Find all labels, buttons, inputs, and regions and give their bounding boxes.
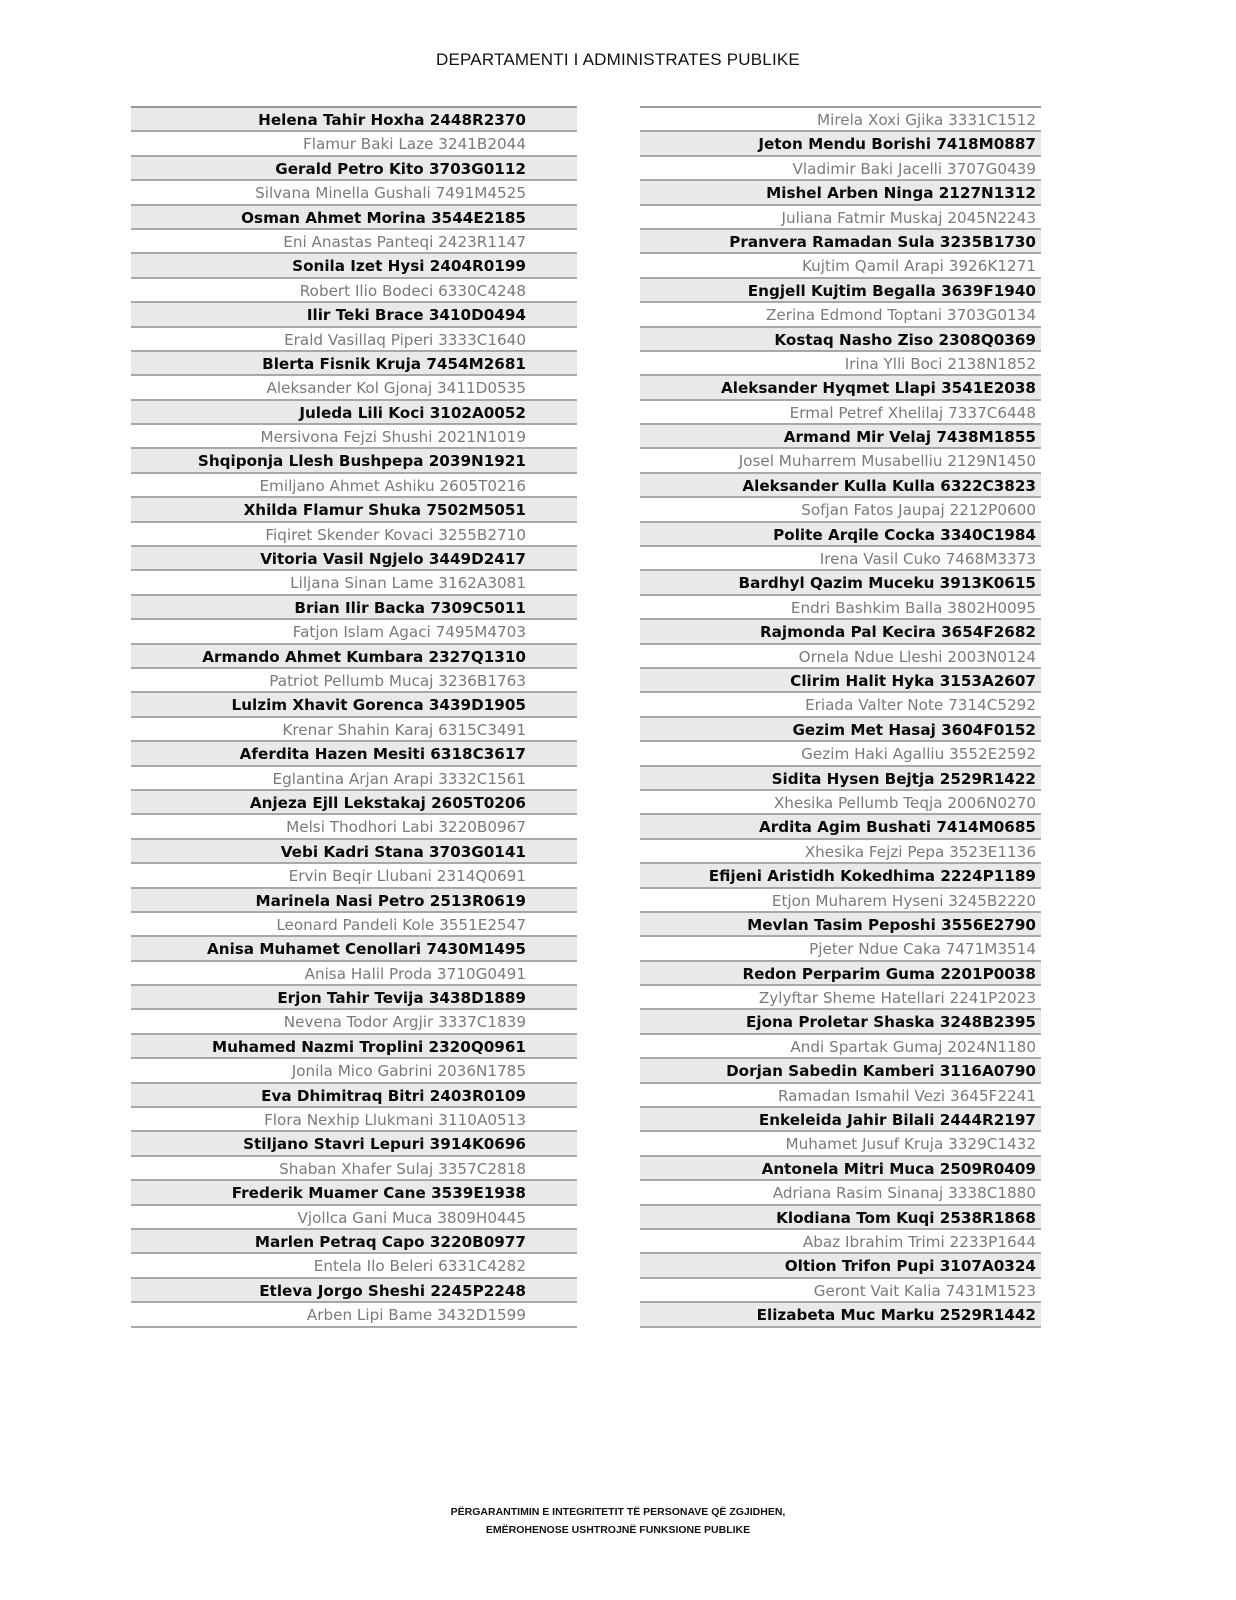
person-entry: Xhesika Pellumb Teqja 2006N0270 [773, 793, 1036, 812]
name-row [640, 937, 1041, 961]
person-entry: Sidita Hysen Bejtja 2529R1422 [771, 769, 1036, 788]
name-row [131, 840, 577, 864]
person-entry: Aleksander Kulla Kulla 6322C3823 [742, 476, 1036, 495]
person-entry: Sonila Izet Hysi 2404R0199 [292, 257, 526, 276]
person-entry: Kujtim Qamil Arapi 3926K1271 [801, 257, 1036, 276]
name-row [131, 523, 577, 547]
name-row [131, 1059, 577, 1083]
name-row [131, 889, 577, 913]
person-entry: Aleksander Kol Gjonaj 3411D0535 [266, 379, 526, 398]
person-entry: Muhamed Nazmi Troplini 2320Q0961 [211, 1037, 526, 1056]
person-entry: Nevena Todor Argjir 3337C1839 [283, 1013, 526, 1032]
person-entry: Eglantina Arjan Arapi 3332C1561 [272, 769, 526, 788]
person-entry: Robert Ilio Bodeci 6330C4248 [299, 281, 526, 300]
person-entry: Silvana Minella Gushali 7491M4525 [255, 184, 526, 203]
person-entry: Vladimir Baki Jacelli 3707G0439 [792, 159, 1036, 178]
name-row [131, 1132, 577, 1156]
person-entry: Mersivona Fejzi Shushi 2021N1019 [260, 428, 526, 447]
person-entry: Ardita Agim Bushati 7414M0685 [759, 818, 1036, 837]
left-name-column [131, 106, 577, 1328]
name-row [131, 1254, 577, 1278]
person-entry: Marlen Petraq Capo 3220B0977 [254, 1232, 526, 1251]
person-entry: Aleksander Hyqmet Llapi 3541E2038 [721, 379, 1036, 398]
name-row [131, 376, 577, 400]
person-entry: Rajmonda Pal Kecira 3654F2682 [759, 623, 1036, 642]
name-row [131, 620, 577, 644]
person-entry: Blerta Fisnik Kruja 7454M2681 [262, 354, 526, 373]
person-entry: Arben Lipi Bame 3432D1599 [306, 1306, 526, 1325]
name-row [131, 474, 577, 498]
name-row [640, 1157, 1041, 1181]
footer-note [0, 1503, 1236, 1539]
person-entry: Eni Anastas Panteqi 2423R1147 [283, 232, 526, 251]
person-entry: Pjeter Ndue Caka 7471M3514 [809, 940, 1036, 959]
name-row [131, 913, 577, 937]
name-row [640, 1059, 1041, 1083]
person-entry: Irina Ylli Boci 2138N1852 [844, 354, 1036, 373]
person-entry: Jonila Mico Gabrini 2036N1785 [291, 1062, 526, 1081]
name-row [640, 401, 1041, 425]
name-row [131, 328, 577, 352]
name-row [640, 791, 1041, 815]
person-entry: Clirim Halit Hyka 3153A2607 [790, 671, 1036, 690]
name-row [640, 986, 1041, 1010]
name-row [131, 547, 577, 571]
name-row [131, 1230, 577, 1254]
person-entry: Ramadan Ismahil Vezi 3645F2241 [777, 1086, 1036, 1105]
name-row [640, 962, 1041, 986]
name-row [640, 1084, 1041, 1108]
person-entry: Juleda Lili Koci 3102A0052 [299, 403, 526, 422]
name-row [131, 352, 577, 376]
name-row [640, 474, 1041, 498]
name-row [131, 1157, 577, 1181]
name-row [640, 523, 1041, 547]
name-row [640, 425, 1041, 449]
name-row [640, 718, 1041, 742]
name-row [131, 645, 577, 669]
name-row [131, 596, 577, 620]
name-row [131, 108, 577, 132]
person-entry: Mirela Xoxi Gjika 3331C1512 [817, 111, 1036, 129]
person-entry: Endri Bashkim Balla 3802H0095 [790, 598, 1036, 617]
name-row [640, 352, 1041, 376]
person-entry: Ejona Proletar Shaska 3248B2395 [745, 1013, 1036, 1032]
person-entry: Erald Vasillaq Piperi 3333C1640 [284, 330, 526, 349]
person-entry: Etjon Muharem Hyseni 3245B2220 [771, 891, 1036, 910]
person-entry: Fatjon Islam Agaci 7495M4703 [292, 623, 526, 642]
person-entry: Aferdita Hazen Mesiti 6318C3617 [239, 745, 526, 764]
person-entry: Anisa Halil Proda 3710G0491 [304, 964, 526, 983]
person-entry: Ermal Petref Xhelilaj 7337C6448 [789, 403, 1036, 422]
person-entry: Gezim Haki Agalliu 3552E2592 [801, 745, 1036, 764]
name-row [640, 206, 1041, 230]
person-entry: Geront Vait Kalia 7431M1523 [813, 1281, 1036, 1300]
name-row [131, 279, 577, 303]
person-entry: Andi Spartak Gumaj 2024N1180 [790, 1037, 1036, 1056]
person-entry: Eva Dhimitraq Bitri 2403R0109 [261, 1086, 526, 1105]
person-entry: Bardhyl Qazim Muceku 3913K0615 [738, 574, 1036, 593]
name-row [640, 913, 1041, 937]
right-name-column [640, 106, 1041, 1328]
person-entry: Gerald Petro Kito 3703G0112 [275, 159, 526, 178]
person-entry: Muhamet Jusuf Kruja 3329C1432 [785, 1135, 1036, 1154]
footer-line-2: EMËROHENOSE USHTROJNË FUNKSIONE PUBLIKE [485, 1524, 751, 1536]
name-row [131, 864, 577, 888]
person-entry: Adriana Rasim Sinanaj 3338C1880 [772, 1184, 1036, 1203]
name-row [131, 1084, 577, 1108]
name-row [640, 498, 1041, 522]
name-row [640, 108, 1041, 132]
person-entry: Vitoria Vasil Ngjelo 3449D2417 [260, 550, 526, 569]
person-entry: Kostaq Nasho Ziso 2308Q0369 [774, 330, 1036, 349]
name-row [131, 303, 577, 327]
person-entry: Stiljano Stavri Lepuri 3914K0696 [243, 1135, 526, 1154]
person-entry: Marinela Nasi Petro 2513R0619 [255, 891, 526, 910]
name-row [640, 889, 1041, 913]
name-row [640, 840, 1041, 864]
person-entry: Krenar Shahin Karaj 6315C3491 [282, 720, 526, 739]
person-entry: Gezim Met Hasaj 3604F0152 [792, 720, 1036, 739]
name-row [640, 693, 1041, 717]
name-row [131, 181, 577, 205]
person-entry: Melsi Thodhori Labi 3220B0967 [286, 818, 526, 837]
name-row [640, 279, 1041, 303]
name-row [640, 645, 1041, 669]
person-entry: Fiqiret Skender Kovaci 3255B2710 [265, 525, 526, 544]
person-entry: Vebi Kadri Stana 3703G0141 [280, 842, 526, 861]
name-row [131, 1181, 577, 1205]
name-row [640, 815, 1041, 839]
name-row [640, 1010, 1041, 1034]
name-row [640, 1035, 1041, 1059]
name-row [640, 620, 1041, 644]
person-entry: Irena Vasil Cuko 7468M3373 [819, 550, 1036, 569]
person-entry: Efijeni Aristidh Kokedhima 2224P1189 [708, 867, 1036, 886]
person-entry: Helena Tahir Hoxha 2448R2370 [258, 111, 526, 129]
name-row [640, 449, 1041, 473]
person-entry: Shaban Xhafer Sulaj 3357C2818 [279, 1159, 526, 1178]
name-row [640, 1181, 1041, 1205]
person-entry: Klodiana Tom Kuqi 2538R1868 [776, 1208, 1036, 1227]
person-entry: Lulzim Xhavit Gorenca 3439D1905 [231, 696, 526, 715]
name-row [640, 132, 1041, 156]
name-row [640, 596, 1041, 620]
name-row [131, 815, 577, 839]
person-entry: Sofjan Fatos Jaupaj 2212P0600 [801, 501, 1036, 520]
name-row [131, 1035, 577, 1059]
name-row [131, 1206, 577, 1230]
name-row [131, 962, 577, 986]
person-entry: Anisa Muhamet Cenollari 7430M1495 [207, 940, 526, 959]
name-row [640, 1108, 1041, 1132]
person-entry: Redon Perparim Guma 2201P0038 [742, 964, 1036, 983]
name-row [640, 1254, 1041, 1278]
page-title: DEPARTAMENTI I ADMINISTRATES PUBLIKE [436, 50, 800, 69]
person-entry: Etleva Jorgo Sheshi 2245P2248 [259, 1281, 526, 1300]
person-entry: Antonela Mitri Muca 2509R0409 [761, 1159, 1036, 1178]
name-row [131, 157, 577, 181]
person-entry: Armando Ahmet Kumbara 2327Q1310 [202, 647, 526, 666]
person-entry: Abaz Ibrahim Trimi 2233P1644 [802, 1232, 1036, 1251]
name-row [131, 791, 577, 815]
name-row [640, 669, 1041, 693]
person-entry: Xhilda Flamur Shuka 7502M5051 [243, 501, 526, 520]
name-row [640, 157, 1041, 181]
name-row [640, 1206, 1041, 1230]
name-row [640, 254, 1041, 278]
person-entry: Mevlan Tasim Peposhi 3556E2790 [747, 915, 1036, 934]
person-entry: Eriada Valter Note 7314C5292 [805, 696, 1036, 715]
person-entry: Enkeleida Jahir Bilali 2444R2197 [758, 1111, 1036, 1130]
name-row [131, 254, 577, 278]
name-row [640, 181, 1041, 205]
name-row [131, 742, 577, 766]
name-row [131, 425, 577, 449]
person-entry: Shqiponja Llesh Bushpepa 2039N1921 [197, 452, 526, 471]
person-entry: Vjollca Gani Muca 3809H0445 [297, 1208, 526, 1227]
person-entry: Ornela Ndue Lleshi 2003N0124 [798, 647, 1036, 666]
person-entry: Zerina Edmond Toptani 3703G0134 [765, 306, 1036, 325]
name-row [640, 547, 1041, 571]
name-row [640, 1303, 1041, 1327]
name-row [131, 206, 577, 230]
person-entry: Jeton Mendu Borishi 7418M0887 [758, 135, 1036, 154]
person-entry: Polite Arqile Cocka 3340C1984 [773, 525, 1036, 544]
name-row [640, 303, 1041, 327]
name-row [131, 1303, 577, 1327]
name-row [131, 132, 577, 156]
name-row [640, 864, 1041, 888]
name-row [131, 230, 577, 254]
person-entry: Brian Ilir Backa 7309C5011 [294, 598, 526, 617]
person-entry: Emiljano Ahmet Ashiku 2605T0216 [259, 476, 526, 495]
name-row [131, 1108, 577, 1132]
name-row [131, 937, 577, 961]
name-row [640, 1230, 1041, 1254]
name-row [640, 376, 1041, 400]
person-entry: Ervin Beqir Llubani 2314Q0691 [288, 867, 526, 886]
person-entry: Osman Ahmet Morina 3544E2185 [241, 208, 526, 227]
person-entry: Anjeza Ejll Lekstakaj 2605T0206 [249, 793, 526, 812]
name-row [640, 1132, 1041, 1156]
name-row [131, 571, 577, 595]
person-entry: Engjell Kujtim Begalla 3639F1940 [747, 281, 1036, 300]
name-row [131, 498, 577, 522]
person-entry: Leonard Pandeli Kole 3551E2547 [276, 915, 526, 934]
name-row [640, 328, 1041, 352]
person-entry: Xhesika Fejzi Pepa 3523E1136 [804, 842, 1036, 861]
name-row [131, 1279, 577, 1303]
name-row [131, 1010, 577, 1034]
person-entry: Liljana Sinan Lame 3162A3081 [290, 574, 526, 593]
footer-line-1: PËRGARANTIMIN E INTEGRITETIT TË PERSONAVE QË ZGJIDHEN, [450, 1506, 786, 1518]
name-row [640, 1279, 1041, 1303]
name-row [131, 401, 577, 425]
name-row [640, 767, 1041, 791]
person-entry: Juliana Fatmir Muskaj 2045N2243 [781, 208, 1036, 227]
person-entry: Oltion Trifon Pupi 3107A0324 [784, 1257, 1036, 1276]
person-entry: Elizabeta Muc Marku 2529R1442 [756, 1306, 1036, 1325]
person-entry: Zylyftar Sheme Hatellari 2241P2023 [758, 989, 1036, 1008]
name-row [131, 718, 577, 742]
person-entry: Armand Mir Velaj 7438M1855 [783, 428, 1036, 447]
name-row [131, 449, 577, 473]
person-entry: Patriot Pellumb Mucaj 3236B1763 [269, 671, 526, 690]
person-entry: Mishel Arben Ninga 2127N1312 [766, 184, 1036, 203]
name-row [131, 693, 577, 717]
name-row [640, 571, 1041, 595]
person-entry: Entela Ilo Beleri 6331C4282 [313, 1257, 526, 1276]
name-row [131, 669, 577, 693]
person-entry: Flora Nexhip Llukmani 3110A0513 [264, 1111, 526, 1130]
person-entry: Josel Muharrem Musabelliu 2129N1450 [738, 452, 1036, 471]
person-entry: Ilir Teki Brace 3410D0494 [306, 306, 526, 325]
name-row [640, 742, 1041, 766]
name-row [640, 230, 1041, 254]
name-row [131, 767, 577, 791]
person-entry: Erjon Tahir Tevija 3438D1889 [277, 989, 526, 1008]
person-entry: Dorjan Sabedin Kamberi 3116A0790 [726, 1062, 1036, 1081]
person-entry: Flamur Baki Laze 3241B2044 [303, 135, 526, 154]
name-row [131, 986, 577, 1010]
person-entry: Pranvera Ramadan Sula 3235B1730 [729, 232, 1036, 251]
person-entry: Frederik Muamer Cane 3539E1938 [231, 1184, 526, 1203]
